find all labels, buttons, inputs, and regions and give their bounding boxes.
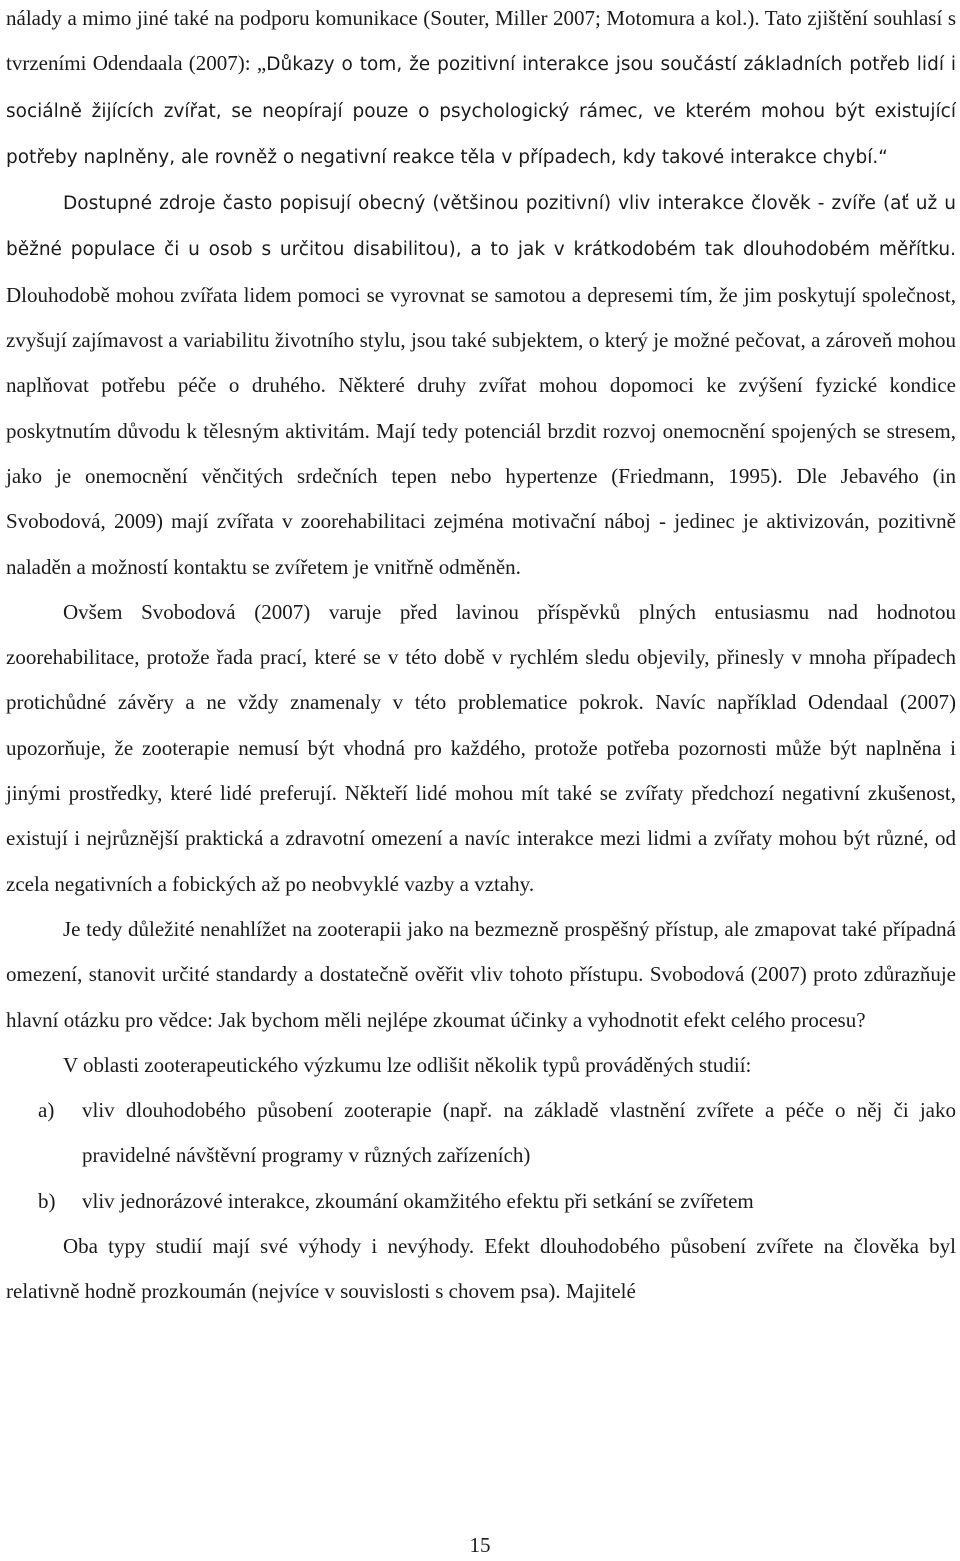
list-text: vliv jednorázové interakce, zkoumání okamžitého efektu při setkání se zvířetem bbox=[82, 1188, 754, 1213]
paragraph-4: Je tedy důležité nenahlížet na zooterapii jako na bezmezně prospěšný přístup, ale zmapovat také případná omezení, stanovit určité standardy a dostatečně ověřit vliv tohoto přístupu. Svobodová (2007) proto zdůrazňuje hlavní otázku pro vědce: Jak bychom měli nejlépe zkoumat účinky a vyhodnotit efekt celého procesu? bbox=[6, 916, 956, 1032]
paragraph-5: V oblasti zooterapeutického výzkumu lze odlišit několik typů prováděných studií: bbox=[63, 1052, 752, 1077]
page-number: 15 bbox=[469, 1533, 491, 1557]
body-text bbox=[6, 0, 956, 1315]
paragraph-6: Oba typy studií mají své výhody i nevýhody. Efekt dlouhodobého působení zvířete na člověka byl relativně hodně prozkoumán (nejvíce v souvislosti s chovem psa). Majitelé bbox=[6, 1234, 956, 1304]
paragraph-2 bbox=[6, 180, 956, 590]
paragraph-1 bbox=[6, 0, 956, 180]
list-marker: b) bbox=[38, 1188, 56, 1213]
list-item bbox=[6, 1088, 956, 1179]
paragraph-1-serif: nálady a mimo jiné také na podporu komunikace (Souter, Miller 2007; Motomura a kol.). Tato zjištění souhlasí s tvrzeními Odendaala (2007): „ bbox=[6, 6, 956, 76]
paragraph-1-quote: Důkazy o tom, že pozitivní interakce jsou součástí základních potřeb lidí i sociálně žijících zvířat, se neopírají pouze o psychologický rámec, ve kterém mohou být existující potřeby naplněny, ale rovněž o negativní reakce těla v případech, kdy takové interakce chybí.“ bbox=[6, 54, 957, 168]
paragraph-2-sans: Dostupné zdroje často popisují obecný (většinou pozitivní) vliv interakce člověk - zvíře (ať už u běžné populace či u osob s určitou disabilitou), a to jak v krátkodobém tak dlouhodobém měřítku. bbox=[6, 193, 956, 261]
paragraph-3: Ovšem Svobodová (2007) varuje před lavinou příspěvků plných entusiasmu nad hodnotou zoorehabilitace, protože řada prací, které se v této době v rychlém sledu objevily, přinesly v mnoha případech protichůdné závěry a ne vždy znamenaly v této problematice pokrok. Navíc například Odendaal (2007) upozorňuje, že zooterapie nemusí být vhodná pro každého, protože potřeba pozornosti může být naplněna i jinými prostředky, které lidé preferují. Někteří lidé mohou mít také se zvířaty předchozí negativní zkušenost, existují i nejrůznější praktická a zdravotní omezení a navíc interakce mezi lidmi a zvířaty mohou být různé, od zcela negativních a fobických až po neobvyklé vazby a vztahy. bbox=[6, 599, 956, 896]
paragraph-2-serif: Dlouhodobě mohou zvířata lidem pomoci se vyrovnat se samotou a depresemi tím, že jim poskytují společnost, zvyšují zajímavost a variabilitu životního stylu, jsou také subjektem, o který je možné pečovat, a zároveň mohou naplňovat potřebu péče o druhého. Některé druhy zvířat mohou dopomoci ke zvýšení fyzické kondice poskytnutím důvodu k tělesným aktivitám. Mají tedy potenciál brzdit rozvoj onemocnění spojených se stresem, jako je onemocnění věnčitých srdečních tepen nebo hypertenze (Friedmann, 1995). Dle Jebavého (in Svobodová, 2009) mají zvířata v zoorehabilitaci zejména motivační náboj - jedinec je aktivizován, pozitivně naladěn a možností kontaktu se zvířetem je vnitřně odměněn. bbox=[6, 282, 956, 579]
list-item bbox=[6, 1179, 956, 1224]
list-text: vliv dlouhodobého působení zooterapie (např. na základě vlastnění zvířete a péče o něj či jako pravidelné návštěvní programy v různých zařízeních) bbox=[82, 1098, 956, 1168]
list-marker: a) bbox=[38, 1098, 55, 1123]
